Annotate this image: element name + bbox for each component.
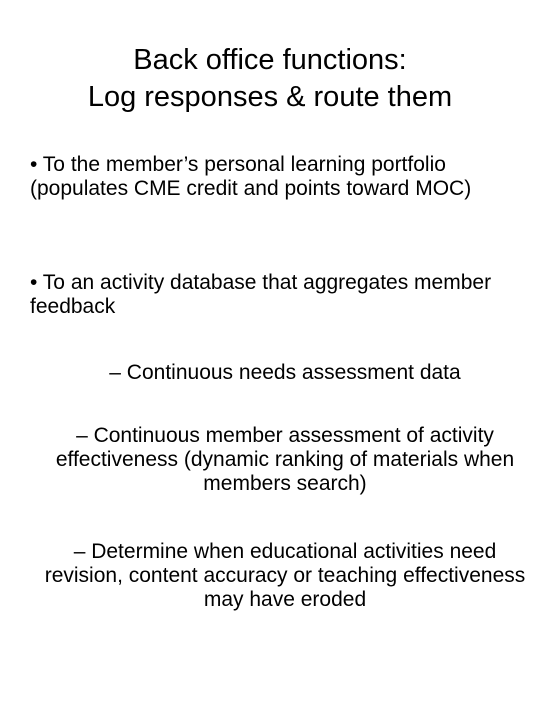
bullet-activity-database: • To an activity database that aggregates member feedback (30, 271, 492, 318)
bullet-learning-portfolio: • To the member’s personal learning portfolio (populates CME credit and points toward MOC) (30, 153, 472, 200)
sub-bullet-needs-assessment: – Continuous needs assessment data (109, 361, 461, 384)
sub-bullet-activity-effectiveness: – Continuous member assessment of activity effectiveness (dynamic ranking of materials when members search) (55, 424, 515, 495)
slide-title (0, 42, 540, 116)
slide-title-line-2: Log responses & route them (87, 81, 453, 113)
slide-title-line-1: Back office functions: (133, 44, 407, 76)
sub-bullet-revision-needed: – Determine when educational activities need revision, content accuracy or teaching effectiveness may have eroded (44, 540, 526, 611)
